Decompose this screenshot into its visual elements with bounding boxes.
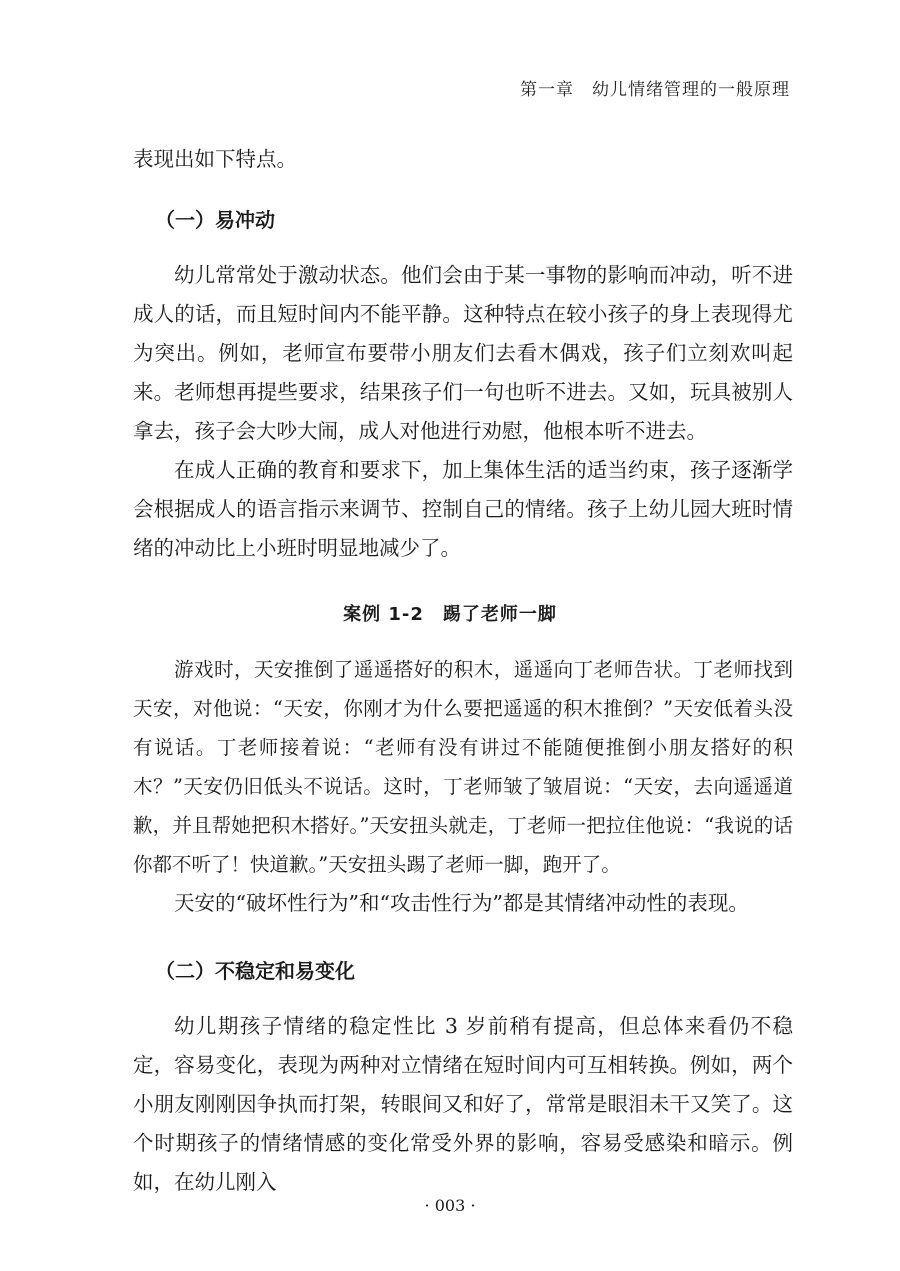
case-title: 案例 1-2 踢了老师一脚 <box>343 604 557 625</box>
impulsive-paragraph-2: 在成人正确的教育和要求下，加上集体生活的适当约束，孩子逐渐学会根据成人的语言指示来调节、控制自己的情绪。孩子上幼儿园大班时情绪的冲动比上小班时明显地减少了。 <box>133 458 793 560</box>
case-body: 游戏时，天安推倒了遥遥搭好的积木，遥遥向丁老师告状。丁老师找到天安，对他说：“天安，你刚才为什么要把遥遥的积木推倒？”天安低着头没有说话。丁老师接着说：“老师有没有讲过不能随便推倒小朋友搭好的积木？”天安仍旧低头不说话。这时，丁老师皱了皱眉说：“天安，去向遥遥道歉，并且帮她把积木搭好。”天安扭头就走，丁老师一把拉住他说：“我说的话你都不听了！快道歉。”天安扭头踢了老师一脚，跑开了。 <box>133 658 793 876</box>
case-comment: 天安的“破坏性行为”和“攻击性行为”都是其情绪冲动性的表现。 <box>174 891 749 915</box>
case-section <box>133 650 793 923</box>
intro-paragraph <box>133 140 793 179</box>
section-heading-impulsive: （一）易冲动 <box>155 208 275 232</box>
intro-text: 表现出如下特点。 <box>133 147 297 171</box>
unstable-paragraph-1: 幼儿期孩子情绪的稳定性比 3 岁前稍有提高，但总体来看仍不稳定，容易变化，表现为两种对立情绪在短时间内可互相转换。例如，两个小朋友刚刚因争执而打架，转眼间又和好了，常常是眼泪未干又笑了。这个时期孩子的情绪情感的变化常受外界的影响，容易受感染和暗示。例如，在幼儿刚入 <box>133 1014 793 1194</box>
page-number: · 003 · <box>424 1196 476 1215</box>
impulsive-paragraph-1: 幼儿常常处于激动状态。他们会由于某一事物的影响而冲动，听不进成人的话，而且短时间内不能平静。这种特点在较小孩子的身上表现得尤为突出。例如，老师宣布要带小朋友们去看木偶戏，孩子们立刻欢叫起来。老师想再提些要求，结果孩子们一句也听不进去。又如，玩具被别人拿去，孩子会大吵大闹，成人对他进行劝慰，他根本听不进去。 <box>133 263 793 443</box>
running-header: 第一章 幼儿情绪管理的一般原理 <box>520 80 790 100</box>
impulsive-section-body <box>133 256 793 568</box>
section-heading-unstable: （二）不稳定和易变化 <box>155 959 355 983</box>
unstable-section-body <box>133 1007 793 1202</box>
